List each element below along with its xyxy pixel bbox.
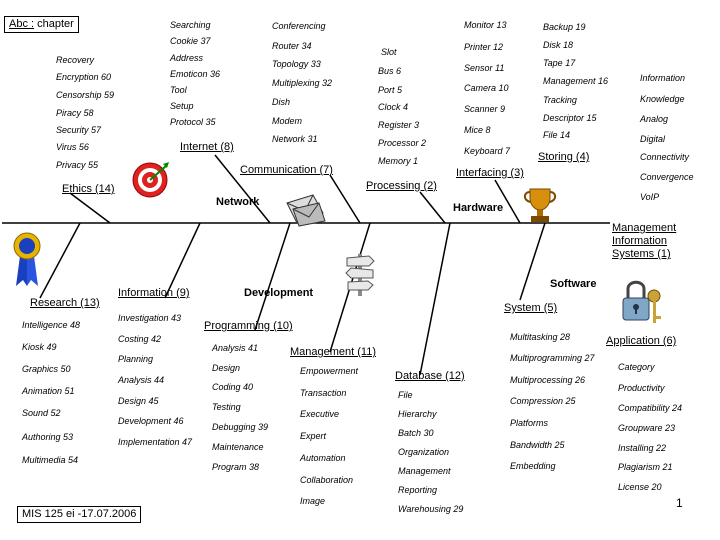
info-item: Planning [118, 354, 154, 364]
branch-research: Research (13) [30, 297, 100, 309]
proc-item: Slot [381, 47, 397, 57]
inter-item: Printer 12 [464, 42, 504, 52]
storing-item: Tape 17 [543, 58, 576, 68]
db-item: Hierarchy [398, 409, 437, 419]
sys-item: Bandwidth 25 [510, 440, 565, 450]
right-item: Knowledge [640, 94, 685, 104]
internet-item: Searching [170, 20, 211, 30]
inter-item: Monitor 13 [464, 20, 507, 30]
sys-item: Multiprogramming 27 [510, 353, 595, 363]
inter-item: Mice 8 [464, 125, 491, 135]
ethics-item: Encryption 60 [56, 72, 112, 82]
label-mis: Management Information Systems (1) [612, 222, 677, 260]
app-item: Productivity [618, 383, 665, 393]
research-item: Intelligence 48 [22, 320, 81, 330]
line-research [40, 223, 80, 298]
prog-item: Maintenance [212, 442, 264, 452]
comm-item: Dish [272, 97, 291, 107]
comm-item: Modem [272, 116, 303, 126]
app-item: Installing 22 [618, 443, 667, 453]
trophy-icon [522, 186, 558, 226]
label-hardware: Hardware [453, 202, 504, 214]
db-item: File [398, 390, 413, 400]
proc-item: Register 3 [378, 120, 420, 130]
branch-database: Database (12) [395, 370, 465, 382]
info-item: Design 45 [118, 396, 159, 406]
proc-item: Memory 1 [378, 156, 419, 166]
sys-item: Multitasking 28 [510, 332, 571, 342]
branch-management: Management (11) [290, 346, 377, 358]
branch-ethics: Ethics (14) [62, 183, 115, 195]
branch-information: Information (9) [118, 287, 190, 299]
db-item: Warehousing 29 [398, 504, 464, 514]
inter-item: Sensor 11 [464, 63, 505, 73]
branch-application: Application (6) [606, 335, 677, 347]
inter-item: Scanner 9 [464, 104, 506, 114]
prog-item: Debugging 39 [212, 422, 269, 432]
app-item: Plagiarism 21 [618, 462, 673, 472]
label-development: Development [244, 287, 314, 299]
right-item: Analog [640, 114, 669, 124]
inter-item: Camera 10 [464, 83, 509, 93]
storing-item: Disk 18 [543, 40, 574, 50]
ethics-item: Security 57 [56, 125, 102, 135]
storing-item: Backup 19 [543, 22, 586, 32]
mgmt-item: Automation [300, 453, 346, 463]
line-programming [255, 223, 290, 330]
chapter-label [4, 16, 79, 33]
branch-interfacing: Interfacing (3) [456, 167, 524, 179]
ethics-item: Privacy 55 [56, 160, 99, 170]
mgmt-item: Empowerment [300, 366, 359, 376]
chapter-word: chapter [37, 18, 74, 30]
line-processing [420, 192, 445, 223]
research-item: Sound 52 [22, 408, 61, 418]
chapter-abc: Abc : [9, 18, 35, 30]
footer-label: MIS 125 ei -17.07.2006 [17, 506, 141, 523]
branch-communication: Communication (7) [240, 164, 333, 176]
db-item: Organization [398, 447, 450, 457]
right-item: VoIP [640, 192, 660, 202]
line-database [420, 223, 450, 375]
branch-storing: Storing (4) [538, 151, 590, 163]
mgmt-item: Executive [300, 409, 340, 419]
research-item: Animation 51 [22, 386, 75, 396]
comm-item: Multiplexing 32 [272, 78, 333, 88]
proc-item: Processor 2 [378, 138, 427, 148]
label-network: Network [216, 196, 260, 208]
sys-item: Platforms [510, 418, 549, 428]
label-software: Software [550, 278, 597, 290]
info-item: Development 46 [118, 416, 184, 426]
research-item: Multimedia 54 [22, 455, 79, 465]
info-item: Analysis 44 [118, 375, 165, 385]
right-item: Digital [640, 134, 666, 144]
branch-programming: Programming (10) [204, 320, 293, 332]
target-icon [130, 160, 170, 200]
prog-item: Analysis 41 [212, 343, 259, 353]
ethics-item: Recovery [56, 55, 95, 65]
ethics-item: Censorship 59 [56, 90, 115, 100]
comm-item: Conferencing [272, 21, 326, 31]
mgmt-item: Expert [300, 431, 327, 441]
app-item: License 20 [618, 482, 662, 492]
mgmt-item: Collaboration [300, 475, 354, 485]
ribbon-award-icon [12, 230, 42, 288]
research-item: Authoring 53 [22, 432, 74, 442]
db-item: Batch 30 [398, 428, 434, 438]
app-item: Category [618, 362, 655, 372]
proc-item: Port 5 [378, 85, 403, 95]
envelopes-icon [283, 193, 329, 227]
branch-system: System (5) [504, 302, 558, 314]
sys-item: Embedding [510, 461, 556, 471]
internet-item: Address [170, 53, 204, 63]
line-system [520, 223, 545, 300]
app-item: Groupware 23 [618, 423, 676, 433]
proc-item: Clock 4 [378, 102, 409, 112]
inter-item: Keyboard 7 [464, 146, 511, 156]
storing-item: Descriptor 15 [543, 113, 597, 123]
right-item: Information [640, 73, 686, 83]
internet-item: Setup [170, 101, 194, 111]
info-item: Implementation 47 [118, 437, 193, 447]
comm-item: Topology 33 [272, 59, 321, 69]
storing-item: File 14 [543, 130, 571, 140]
sys-item: Compression 25 [510, 396, 576, 406]
storing-item: Management 16 [543, 76, 609, 86]
mgmt-item: Transaction [300, 388, 347, 398]
right-item: Convergence [640, 172, 694, 182]
line-ethics [70, 193, 110, 223]
db-item: Reporting [398, 485, 438, 495]
internet-item: Protocol 35 [170, 117, 216, 127]
prog-item: Testing [212, 402, 241, 412]
line-communication [330, 175, 360, 223]
mgmt-item: Image [300, 496, 326, 506]
research-item: Graphics 50 [22, 364, 71, 374]
signpost-icon [343, 250, 377, 298]
page-number: 1 [676, 496, 683, 510]
internet-item: Emoticon 36 [170, 69, 221, 79]
app-item: Compatibility 24 [618, 403, 683, 413]
db-item: Management [398, 466, 451, 476]
internet-item: Tool [170, 85, 187, 95]
prog-item: Design [212, 363, 241, 373]
ethics-item: Virus 56 [56, 142, 89, 152]
prog-item: Coding 40 [212, 382, 254, 392]
branch-internet: Internet (8) [180, 141, 234, 153]
padlock-key-icon [618, 276, 664, 328]
proc-item: Bus 6 [378, 66, 402, 76]
right-item: Connectivity [640, 152, 690, 162]
ethics-item: Piracy 58 [56, 108, 94, 118]
research-item: Kiosk 49 [22, 342, 57, 352]
prog-item: Program 38 [212, 462, 260, 472]
info-item: Costing 42 [118, 334, 162, 344]
branch-processing: Processing (2) [366, 180, 437, 192]
internet-item: Cookie 37 [170, 36, 211, 46]
comm-item: Router 34 [272, 41, 312, 51]
comm-item: Network 31 [272, 134, 318, 144]
sys-item: Multiprocessing 26 [510, 375, 586, 385]
storing-item: Tracking [543, 95, 577, 105]
info-item: Investigation 43 [118, 313, 182, 323]
